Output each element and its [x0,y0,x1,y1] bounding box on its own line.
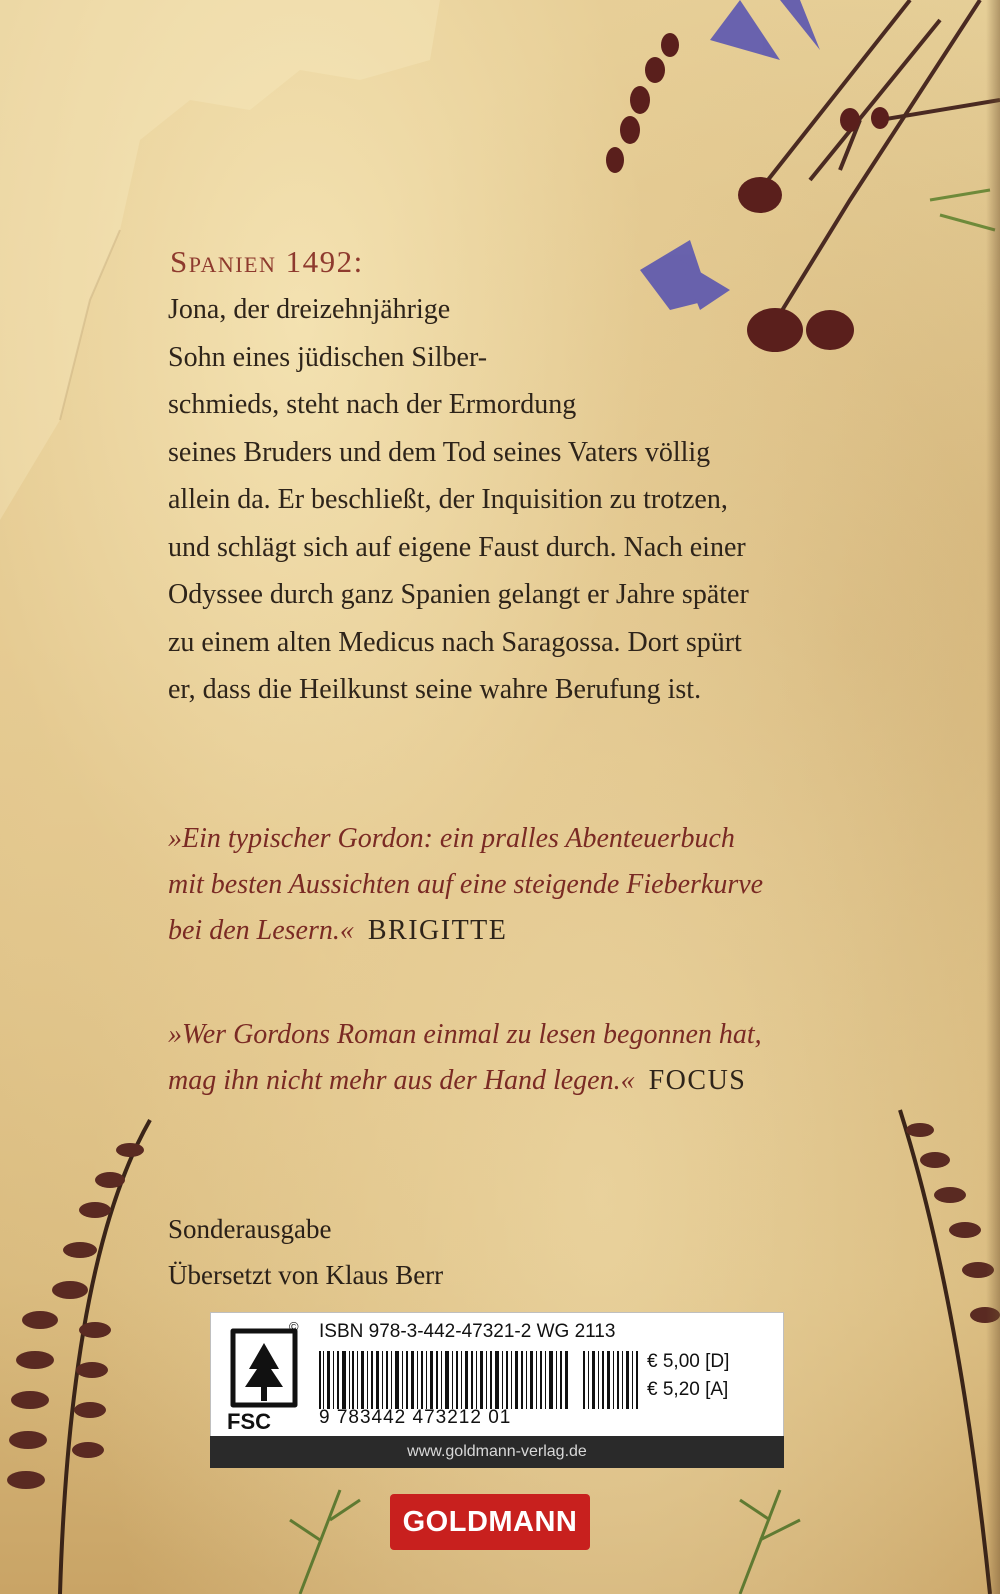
fsc-logo-text: FSC [227,1409,271,1434]
blurb-line: allein da. Er beschließt, der Inquisition zu trotzen, [168,484,728,515]
spine-edge-shadow [986,0,1000,1594]
publisher-logo: GOLDMANN [390,1494,590,1550]
barcode-label [210,1312,784,1438]
blurb-line: seines Bruders und dem Tod seines Vaters völlig [168,436,711,468]
quote-line: mag ihn nicht mehr aus der Hand legen.« [168,1065,635,1096]
quote-source: FOCUS [648,1065,747,1096]
fern-right [880,1100,1000,1594]
blurb-line: Odyssee durch ganz Spanien gelangt er Jahre später [168,579,749,610]
blurb-line: er, dass die Heilkunst seine wahre Berufung ist. [168,674,702,705]
review-quote-brigitte [168,816,763,954]
edition-label: Sonderausgabe [168,1214,332,1244]
blurb-block [168,244,888,714]
quote-line: bei den Lesern.« [168,915,354,946]
section-heading: Spanien 1492: [170,244,364,279]
fern-left [0,1110,170,1594]
blurb-line: Sohn eines jüdischen Silber- [168,341,488,373]
blurb-line: Jona, der dreizehnjährige [168,294,451,325]
isbn-text: ISBN 978-3-442-47321-2 WG 2113 [319,1321,616,1342]
price-germany: € 5,00 [D] [647,1351,730,1372]
fsc-registered-mark: © [289,1319,299,1334]
quote-source: BRIGITTE [367,915,508,946]
translator-credit: Übersetzt von Klaus Berr [168,1260,444,1290]
blurb-line: und schlägt sich auf eigene Faust durch. Nach einer [168,531,746,563]
price-austria: € 5,20 [A] [647,1379,729,1400]
quote-line: »Ein typischer Gordon: ein pralles Abenteuerbuch [168,823,735,854]
blurb-line: schmieds, steht nach der Ermordung [168,389,577,420]
publisher-website: www.goldmann-verlag.de [210,1436,784,1468]
blurb-line: zu einem alten Medicus nach Saragossa. Dort spürt [168,626,742,658]
edition-info [168,1206,443,1298]
barcode-digits: 9 783442 473212 01 [319,1407,512,1428]
review-quote-focus [168,1012,762,1104]
ean-barcode [319,1351,639,1409]
quote-line: mit besten Aussichten auf eine steigende Fieberkurve [168,869,764,900]
quote-line: »Wer Gordons Roman einmal zu lesen begonnen hat, [168,1019,762,1050]
